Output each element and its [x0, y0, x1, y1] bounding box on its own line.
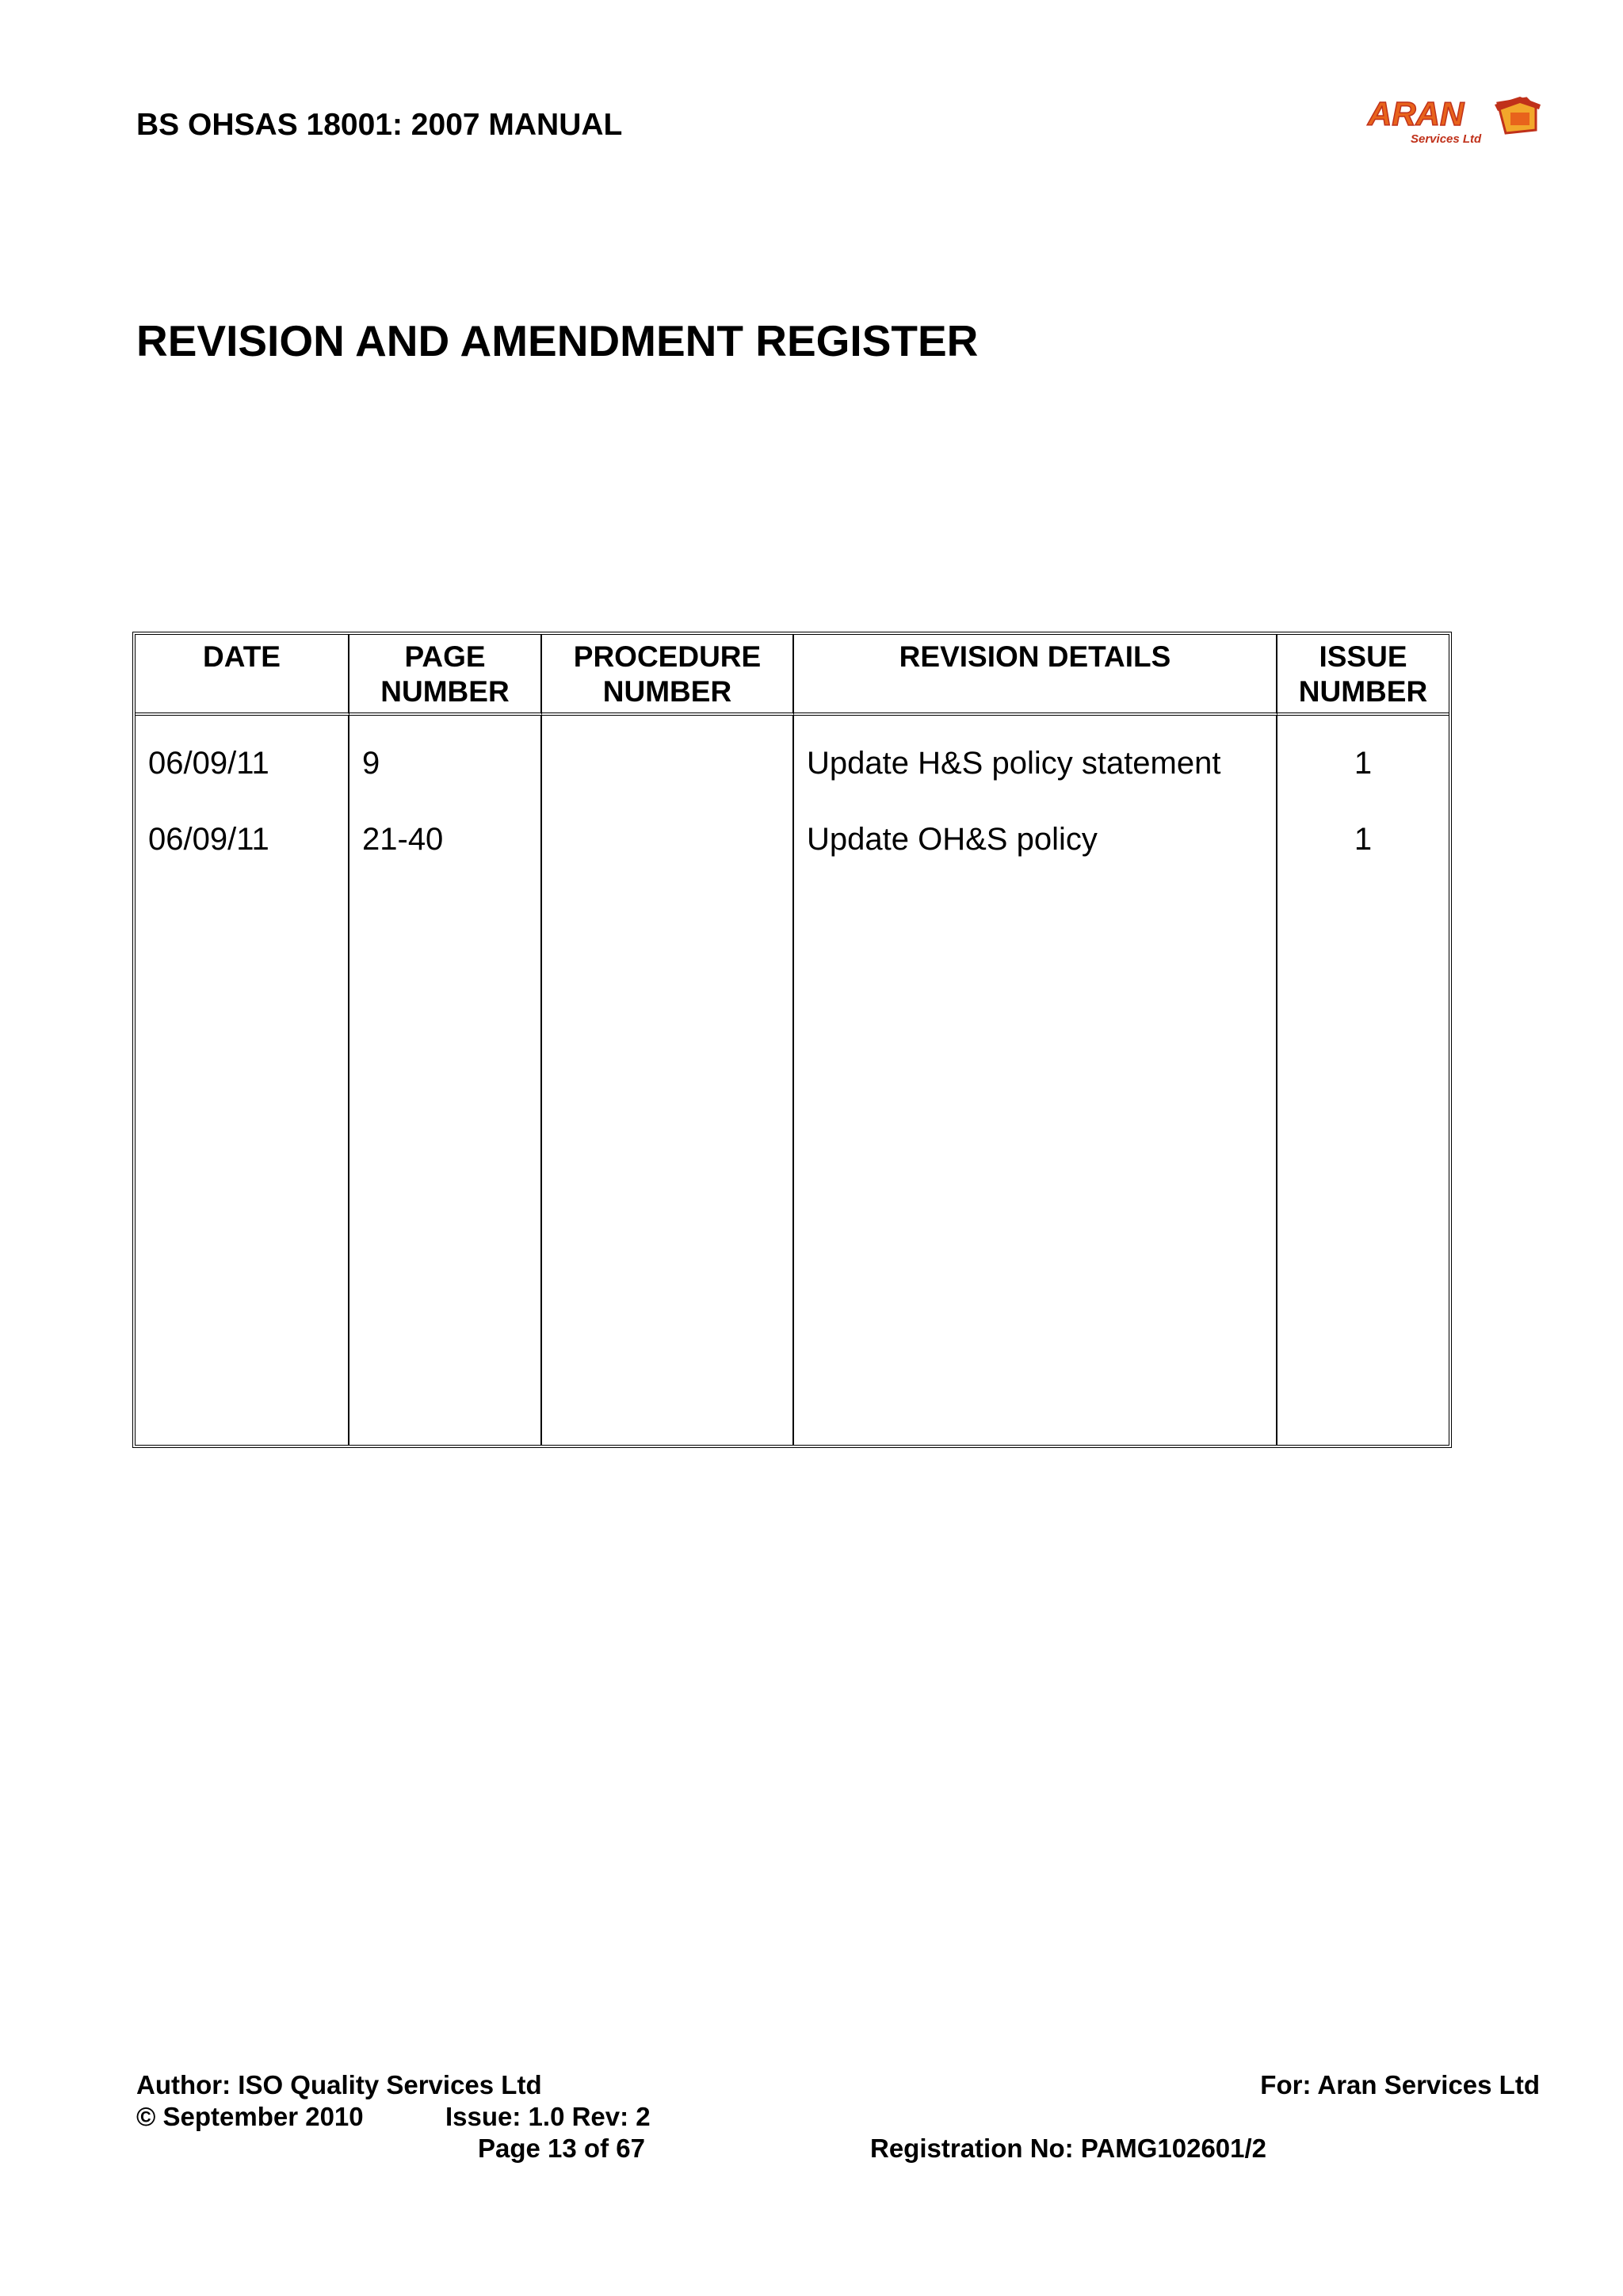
page-title: REVISION AND AMENDMENT REGISTER: [136, 316, 979, 365]
table-header-row: [136, 635, 1449, 716]
page-number-column: [349, 716, 542, 1445]
aran-logo: [1363, 94, 1545, 149]
table-cell-date: 06/09/11: [148, 822, 269, 857]
column-header-date: DATE: [136, 635, 349, 716]
table-cell-page-number: 21-40: [362, 822, 444, 857]
table-cell-revision-details: Update H&S policy statement: [807, 746, 1221, 781]
column-header-procedure-number: PROCEDURE NUMBER: [542, 635, 794, 716]
column-header-page-number: PAGE NUMBER: [349, 635, 542, 716]
table-cell-issue-number: 1: [1354, 746, 1373, 781]
table-cell-issue-number: 1: [1354, 822, 1373, 857]
table-cell-procedure-number: [555, 725, 780, 801]
table-cell-procedure-number: [555, 801, 780, 877]
date-column: [136, 716, 349, 1445]
footer-registration: Registration No: PAMG102601/2: [870, 2134, 1267, 2163]
table-body-row: [136, 716, 1449, 1445]
revision-details-column: [794, 716, 1277, 1445]
column-header-issue-number: ISSUE NUMBER: [1277, 635, 1449, 716]
table-cell-date: 06/09/11: [148, 746, 269, 781]
footer-copyright: © September 2010: [136, 2102, 364, 2131]
logo-subtext: Services Ltd: [1411, 132, 1482, 146]
footer-author: Author: ISO Quality Services Ltd: [136, 2070, 542, 2099]
footer-page-number: Page 13 of 67: [478, 2134, 645, 2163]
table-cell-revision-details: Update OH&S policy: [807, 822, 1098, 857]
footer-for: For: Aran Services Ltd: [1260, 2070, 1540, 2099]
footer-issue: Issue: 1.0 Rev: 2: [445, 2102, 651, 2131]
logo-wordmark: ARAN: [1368, 95, 1465, 132]
document-header-title: BS OHSAS 18001: 2007 MANUAL: [136, 108, 623, 142]
procedure-number-column: [542, 716, 794, 1445]
column-header-revision-details: REVISION DETAILS: [794, 635, 1277, 716]
table-cell-page-number: 9: [362, 746, 380, 781]
revision-register-table: [132, 632, 1452, 1448]
issue-number-column: [1277, 716, 1449, 1445]
